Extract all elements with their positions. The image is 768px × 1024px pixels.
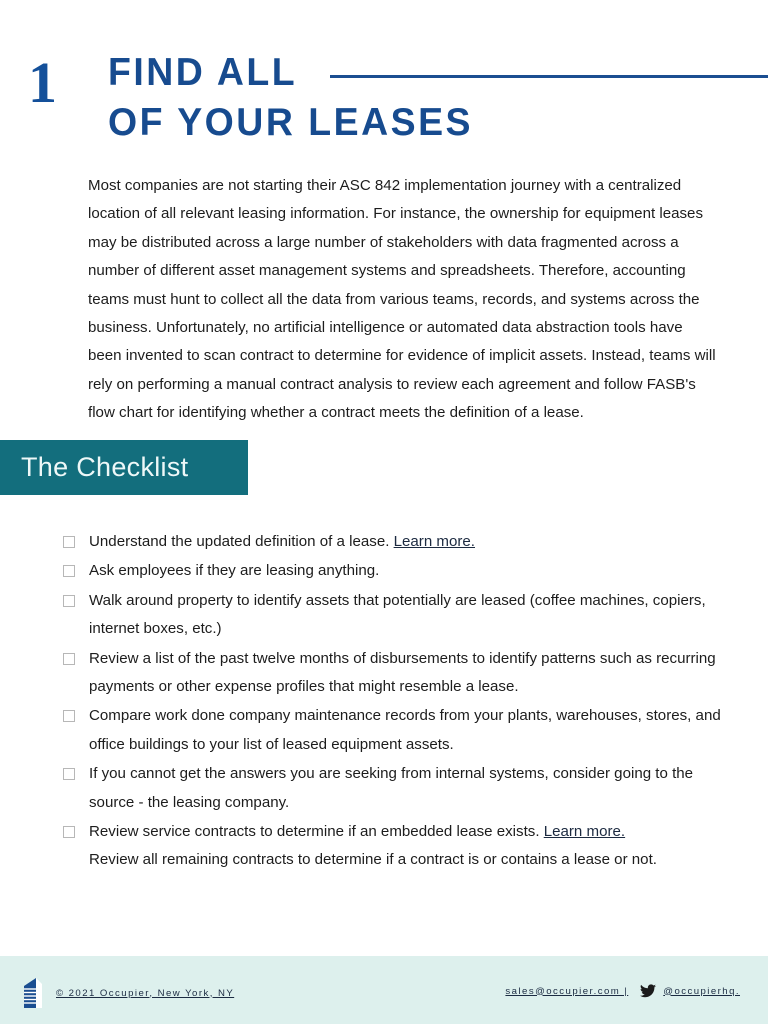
footer-email-link[interactable]: sales@occupier.com |: [505, 985, 629, 997]
checklist-list: [63, 528, 723, 876]
checkbox-icon[interactable]: [63, 536, 75, 548]
checkbox-icon[interactable]: [63, 768, 75, 780]
checklist-item-body: [89, 528, 475, 556]
footer-right-group: [505, 984, 740, 998]
checklist-item-label: Ask employees if they are leasing anything.: [89, 562, 380, 580]
checkbox-icon[interactable]: [63, 653, 75, 665]
checklist-item-label: Understand the updated definition of a lease.: [89, 533, 394, 550]
checklist-item-label: Compare work done company maintenance records from your plants, warehouses, stores, and office buildings to your list of leased equipment assets.: [89, 707, 721, 753]
checklist-item-label: If you cannot get the answers you are seeking from internal systems, consider going to the source - the leasing company.: [89, 765, 694, 811]
checklist-item[interactable]: [63, 760, 723, 817]
page-title-line-2: OF YOUR LEASES: [108, 101, 474, 144]
page-header: [0, 48, 768, 163]
checklist-item-body: [89, 645, 723, 702]
checklist-item-subline: Review all remaining contracts to determine if a contract is or contains a lease or not.: [89, 851, 657, 869]
header-divider-rule: [330, 75, 768, 78]
checkbox-icon[interactable]: [63, 710, 75, 722]
page-title: [108, 48, 748, 148]
checklist-item-body: [89, 702, 723, 759]
intro-paragraph: Most companies are not starting their ASC 842 implementation journey with a centralized location of all relevant leasing information. For instance, the ownership for equipment leases may be distributed across a large number of stakeholders with data fragmented across a number of different asset management systems and spreadsheets. Therefore, accounting teams must hunt to collect all the data from various teams, records, and systems across the business. Unfortunately, no artificial intelligence or automated data abstraction tools have been invented to scan contract to determine for evidence of implicit assets. Instead, teams will rely on performing a manual contract analysis to review each agreement and follow FASB's flow chart for identifying whether a contract meets the definition of a lease.: [88, 177, 716, 422]
checkbox-icon[interactable]: [63, 595, 75, 607]
checklist-item[interactable]: [63, 528, 723, 556]
checklist-item-body: [89, 557, 379, 585]
checklist-item-label: Review service contracts to determine if an embedded lease exists.: [89, 823, 544, 841]
checkbox-icon[interactable]: [63, 565, 75, 577]
learn-more-link[interactable]: Learn more.: [393, 533, 475, 550]
checklist-item[interactable]: [63, 702, 723, 759]
checklist-banner: [0, 440, 248, 495]
footer-twitter-handle[interactable]: @occupierhq.: [663, 985, 740, 997]
checklist-item-label: Review a list of the past twelve months of disbursements to identify patterns such as recurring payments or other expense profiles that might resemble a lease.: [89, 649, 716, 696]
checkbox-icon[interactable]: [63, 826, 75, 838]
twitter-icon[interactable]: [640, 984, 656, 998]
occupier-building-logo-icon: [22, 978, 44, 1008]
footer-left-group: [22, 978, 234, 1008]
checklist-item[interactable]: [63, 645, 723, 702]
page-title-line-1: FIND ALL: [108, 51, 298, 94]
footer-copyright[interactable]: © 2021 Occupier, New York, NY: [56, 987, 235, 999]
checklist-item[interactable]: [63, 587, 723, 644]
checklist-banner-label: The Checklist: [21, 452, 189, 482]
checklist-item-label: Walk around property to identify assets that potentially are leased (coffee machines, copiers, internet boxes, etc.): [89, 591, 706, 638]
checklist-item-body: [89, 818, 657, 875]
checklist-item-body: [89, 587, 723, 644]
section-number: 1: [28, 50, 56, 115]
checklist-item-body: [89, 760, 723, 817]
page-footer: [0, 956, 768, 1024]
checklist-item[interactable]: [63, 818, 723, 875]
checklist-item[interactable]: [63, 557, 723, 585]
learn-more-link[interactable]: Learn more.: [543, 823, 626, 841]
